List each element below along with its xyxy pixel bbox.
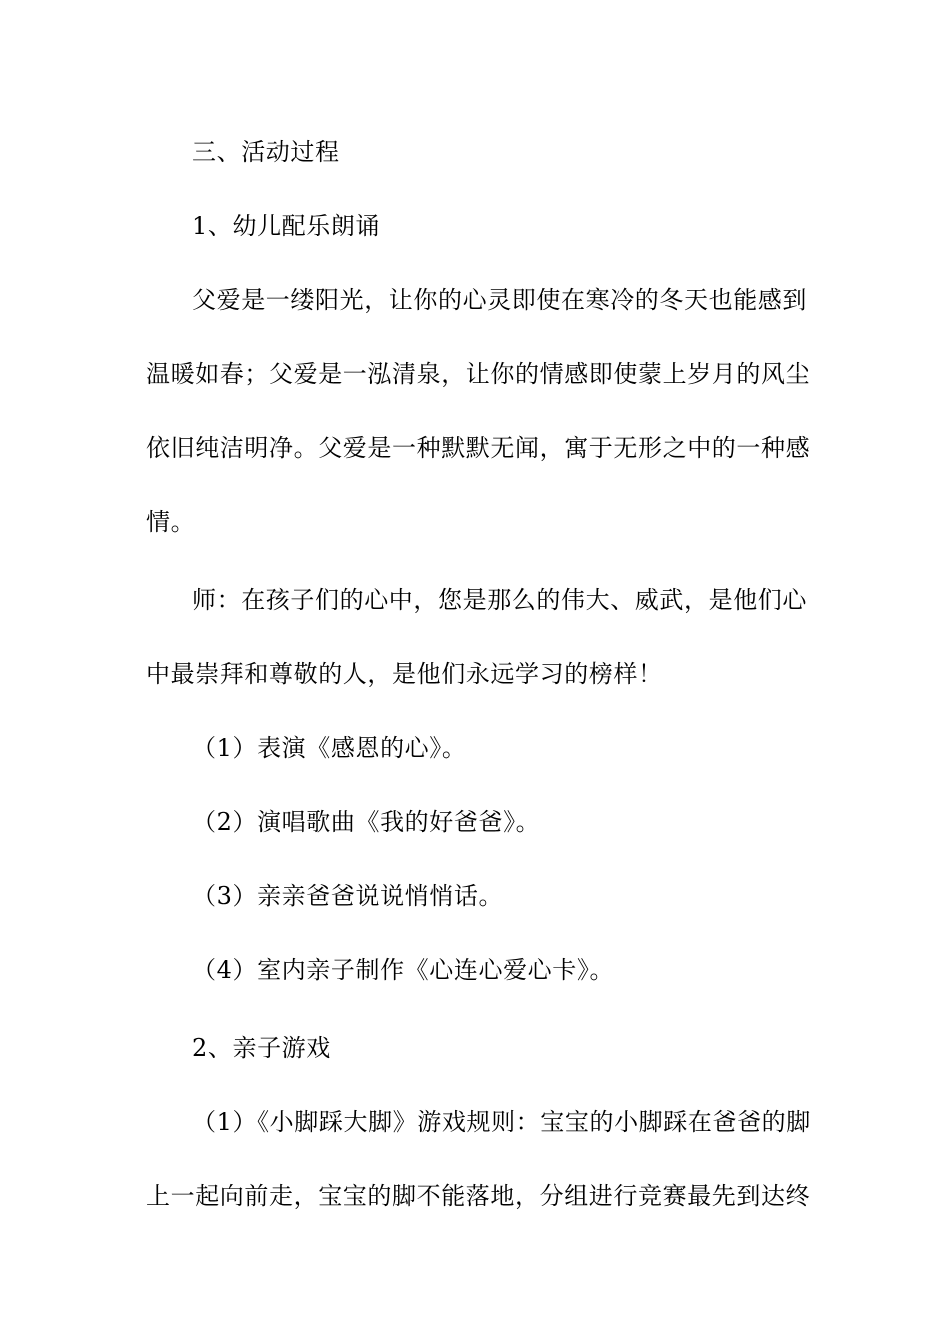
poem-line-4: 情。 — [146, 508, 196, 536]
sub-item-4: （4）室内亲子制作《心连心爱心卡》。 — [192, 956, 615, 984]
sub-item-2: （2）演唱歌曲《我的好爸爸》。 — [192, 808, 541, 836]
teacher-line-1: 师：在孩子们的心中，您是那么的伟大、威武，是他们心 — [192, 586, 807, 614]
item2-heading: 2、亲子游戏 — [192, 1034, 331, 1062]
poem-line-2: 温暖如春；父爱是一泓清泉，让你的情感即使蒙上岁月的风尘 — [146, 360, 811, 388]
teacher-line-2: 中最崇拜和尊敬的人，是他们永远学习的榜样！ — [146, 660, 663, 688]
section-heading: 三、活动过程 — [192, 138, 340, 166]
game-line-2: 上一起向前走，宝宝的脚不能落地，分组进行竞赛最先到达终 — [146, 1182, 811, 1210]
game-line-1: （1）《小脚踩大脚》游戏规则：宝宝的小脚踩在爸爸的脚 — [192, 1108, 811, 1136]
sub-item-1: （1）表演《感恩的心》。 — [192, 734, 467, 762]
poem-line-3: 依旧纯洁明净。父爱是一种默默无闻，寓于无形之中的一种感 — [146, 434, 811, 462]
sub-item-3: （3）亲亲爸爸说说悄悄话。 — [192, 882, 504, 910]
poem-line-1: 父爱是一缕阳光，让你的心灵即使在寒冷的冬天也能感到 — [192, 286, 807, 314]
item1-heading: 1、幼儿配乐朗诵 — [192, 212, 381, 240]
